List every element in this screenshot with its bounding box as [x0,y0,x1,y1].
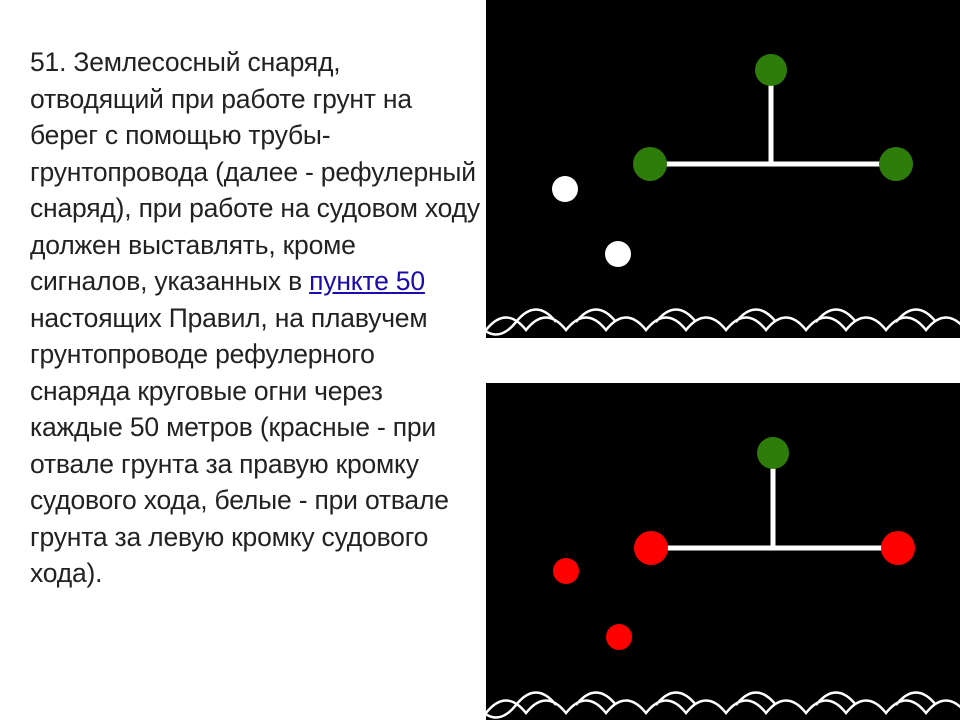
pipeline-white-light-1 [552,176,578,202]
rule-text-part2: настоящих Правил, на плавучем грунтопроводе рефулерного снаряда круговые огни через каждые 50 метров (красные - при отвале грунта за правую кромку судового хода, белые - при отвале грунта за левую кромку судового хода). [30,302,449,588]
signal-diagram-top [486,0,960,338]
signal-diagram-top-svg [486,0,960,338]
yard-left-red-light [634,531,668,565]
rule-text-part1: 51. Землесосный снаряд, отводящий при работе грунт на берег с помощью трубы-грунтопровода (далее - рефулерный снаряд), при работе на судовом ходу должен выставлять, кроме сигналов, указанных в [30,47,480,296]
pipeline-red-light-1 [553,558,579,584]
yard-left-green-light [633,147,667,181]
rule-50-link[interactable]: пункте 50 [309,266,425,296]
water-waves [486,310,960,335]
mast-top-green-light [757,437,789,469]
yard-right-red-light [881,531,915,565]
yard-right-green-light [879,147,913,181]
pipeline-white-light-2 [605,241,631,267]
signal-diagram-bottom [486,383,960,720]
water-waves [486,693,960,718]
mast-top-green-light [755,54,787,86]
rule-text [30,44,480,592]
signal-diagram-bottom-svg [486,383,960,720]
pipeline-red-light-2 [606,624,632,650]
